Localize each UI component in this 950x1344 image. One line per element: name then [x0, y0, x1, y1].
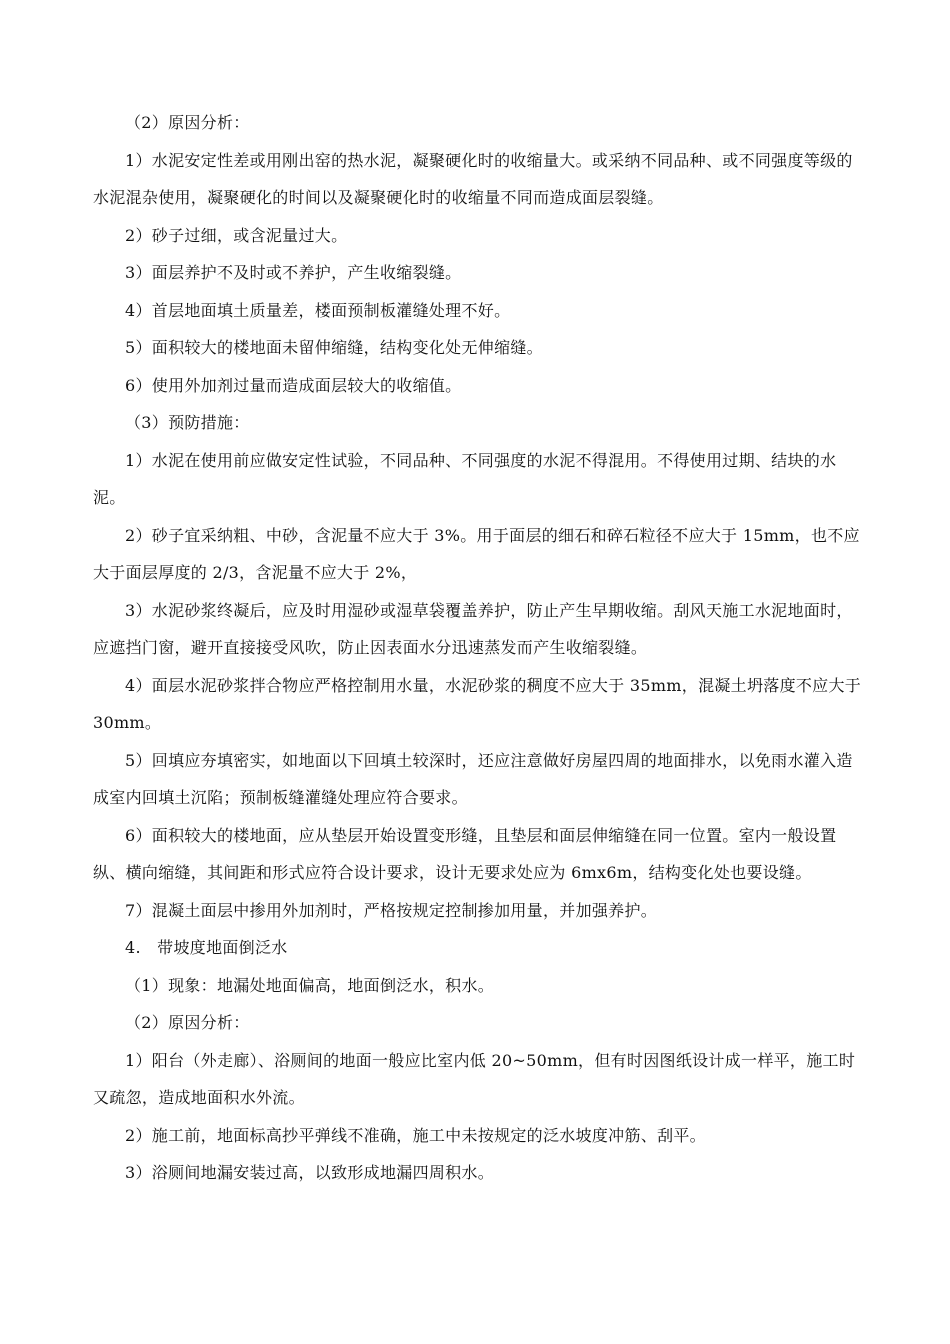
- paragraph: 5）回填应夯填密实，如地面以下回填土较深时，还应注意做好房屋四周的地面排水，以免雨水灌入造成室内回填土沉陷；预制板缝灌缝处理应符合要求。: [93, 750, 853, 807]
- paragraph: 2）施工前，地面标高抄平弹线不准确，施工中未按规定的泛水坡度冲筋、刮平。: [125, 1125, 706, 1145]
- subheading-cause-analysis: （2）原因分析：: [125, 113, 250, 132]
- paragraph: 1）阳台（外走廊）、浴厕间的地面一般应比室内低 20~50mm，但有时因图纸设计成一样平，施工时又疏忽，造成地面积水外流。: [93, 1050, 856, 1107]
- subheading-cause-analysis: （2）原因分析：: [125, 1013, 250, 1032]
- paragraph: 3）浴厕间地漏安装过高，以致形成地漏四周积水。: [125, 1163, 495, 1182]
- subheading-phenomenon: （1）现象：地漏处地面偏高，地面倒泛水，积水。: [125, 975, 495, 995]
- paragraph: 1）水泥安定性差或用刚出窑的热水泥，凝聚硬化时的收缩量大。或采纳不同品种、或不同强度等级的水泥混杂使用，凝聚硬化的时间以及凝聚硬化时的收缩量不同而造成面层裂缝。: [93, 150, 853, 207]
- paragraph: 4）面层水泥砂浆拌合物应严格控制用水量，水泥砂浆的稠度不应大于 35mm，混凝土坍落度不应大于 30mm。: [93, 675, 862, 732]
- section-heading: 4. 带坡度地面倒泛水: [125, 938, 288, 957]
- paragraph: 2）砂子过细，或含泥量过大。: [125, 225, 348, 245]
- paragraph: 6）使用外加剂过量而造成面层较大的收缩值。: [125, 375, 462, 395]
- subheading-prevention: （3）预防措施：: [125, 413, 250, 432]
- paragraph: 1）水泥在使用前应做安定性试验，不同品种、不同强度的水泥不得混用。不得使用过期、结块的水泥。: [93, 450, 837, 507]
- paragraph: 3）水泥砂浆终凝后，应及时用湿砂或湿草袋覆盖养护，防止产生早期收缩。刮风天施工水泥地面时，应遮挡门窗，避开直接接受风吹，防止因表面水分迅速蒸发而产生收缩裂缝。: [93, 600, 853, 657]
- paragraph: 6）面积较大的楼地面，应从垫层开始设置变形缝，且垫层和面层伸缩缝在同一位置。室内一般设置纵、横向缩缝，其间距和形式应符合设计要求，设计无要求处应为 6mx6m，结构变化处也要设缝。: [93, 825, 837, 882]
- paragraph: 7）混凝土面层中掺用外加剂时，严格按规定控制掺加用量，并加强养护。: [125, 900, 658, 920]
- paragraph: 4）首层地面填土质量差，楼面预制板灌缝处理不好。: [125, 300, 511, 320]
- paragraph: 3）面层养护不及时或不养护，产生收缩裂缝。: [125, 263, 462, 282]
- paragraph: 2）砂子宜采纳粗、中砂，含泥量不应大于 3%。用于面层的细石和碎石粒径不应大于 15mm，也不应大于面层厚度的 2/3，含泥量不应大于 2%，: [93, 525, 860, 582]
- paragraph: 5）面积较大的楼地面未留伸缩缝，结构变化处无伸缩缝。: [125, 338, 543, 357]
- document-body: [93, 104, 867, 1192]
